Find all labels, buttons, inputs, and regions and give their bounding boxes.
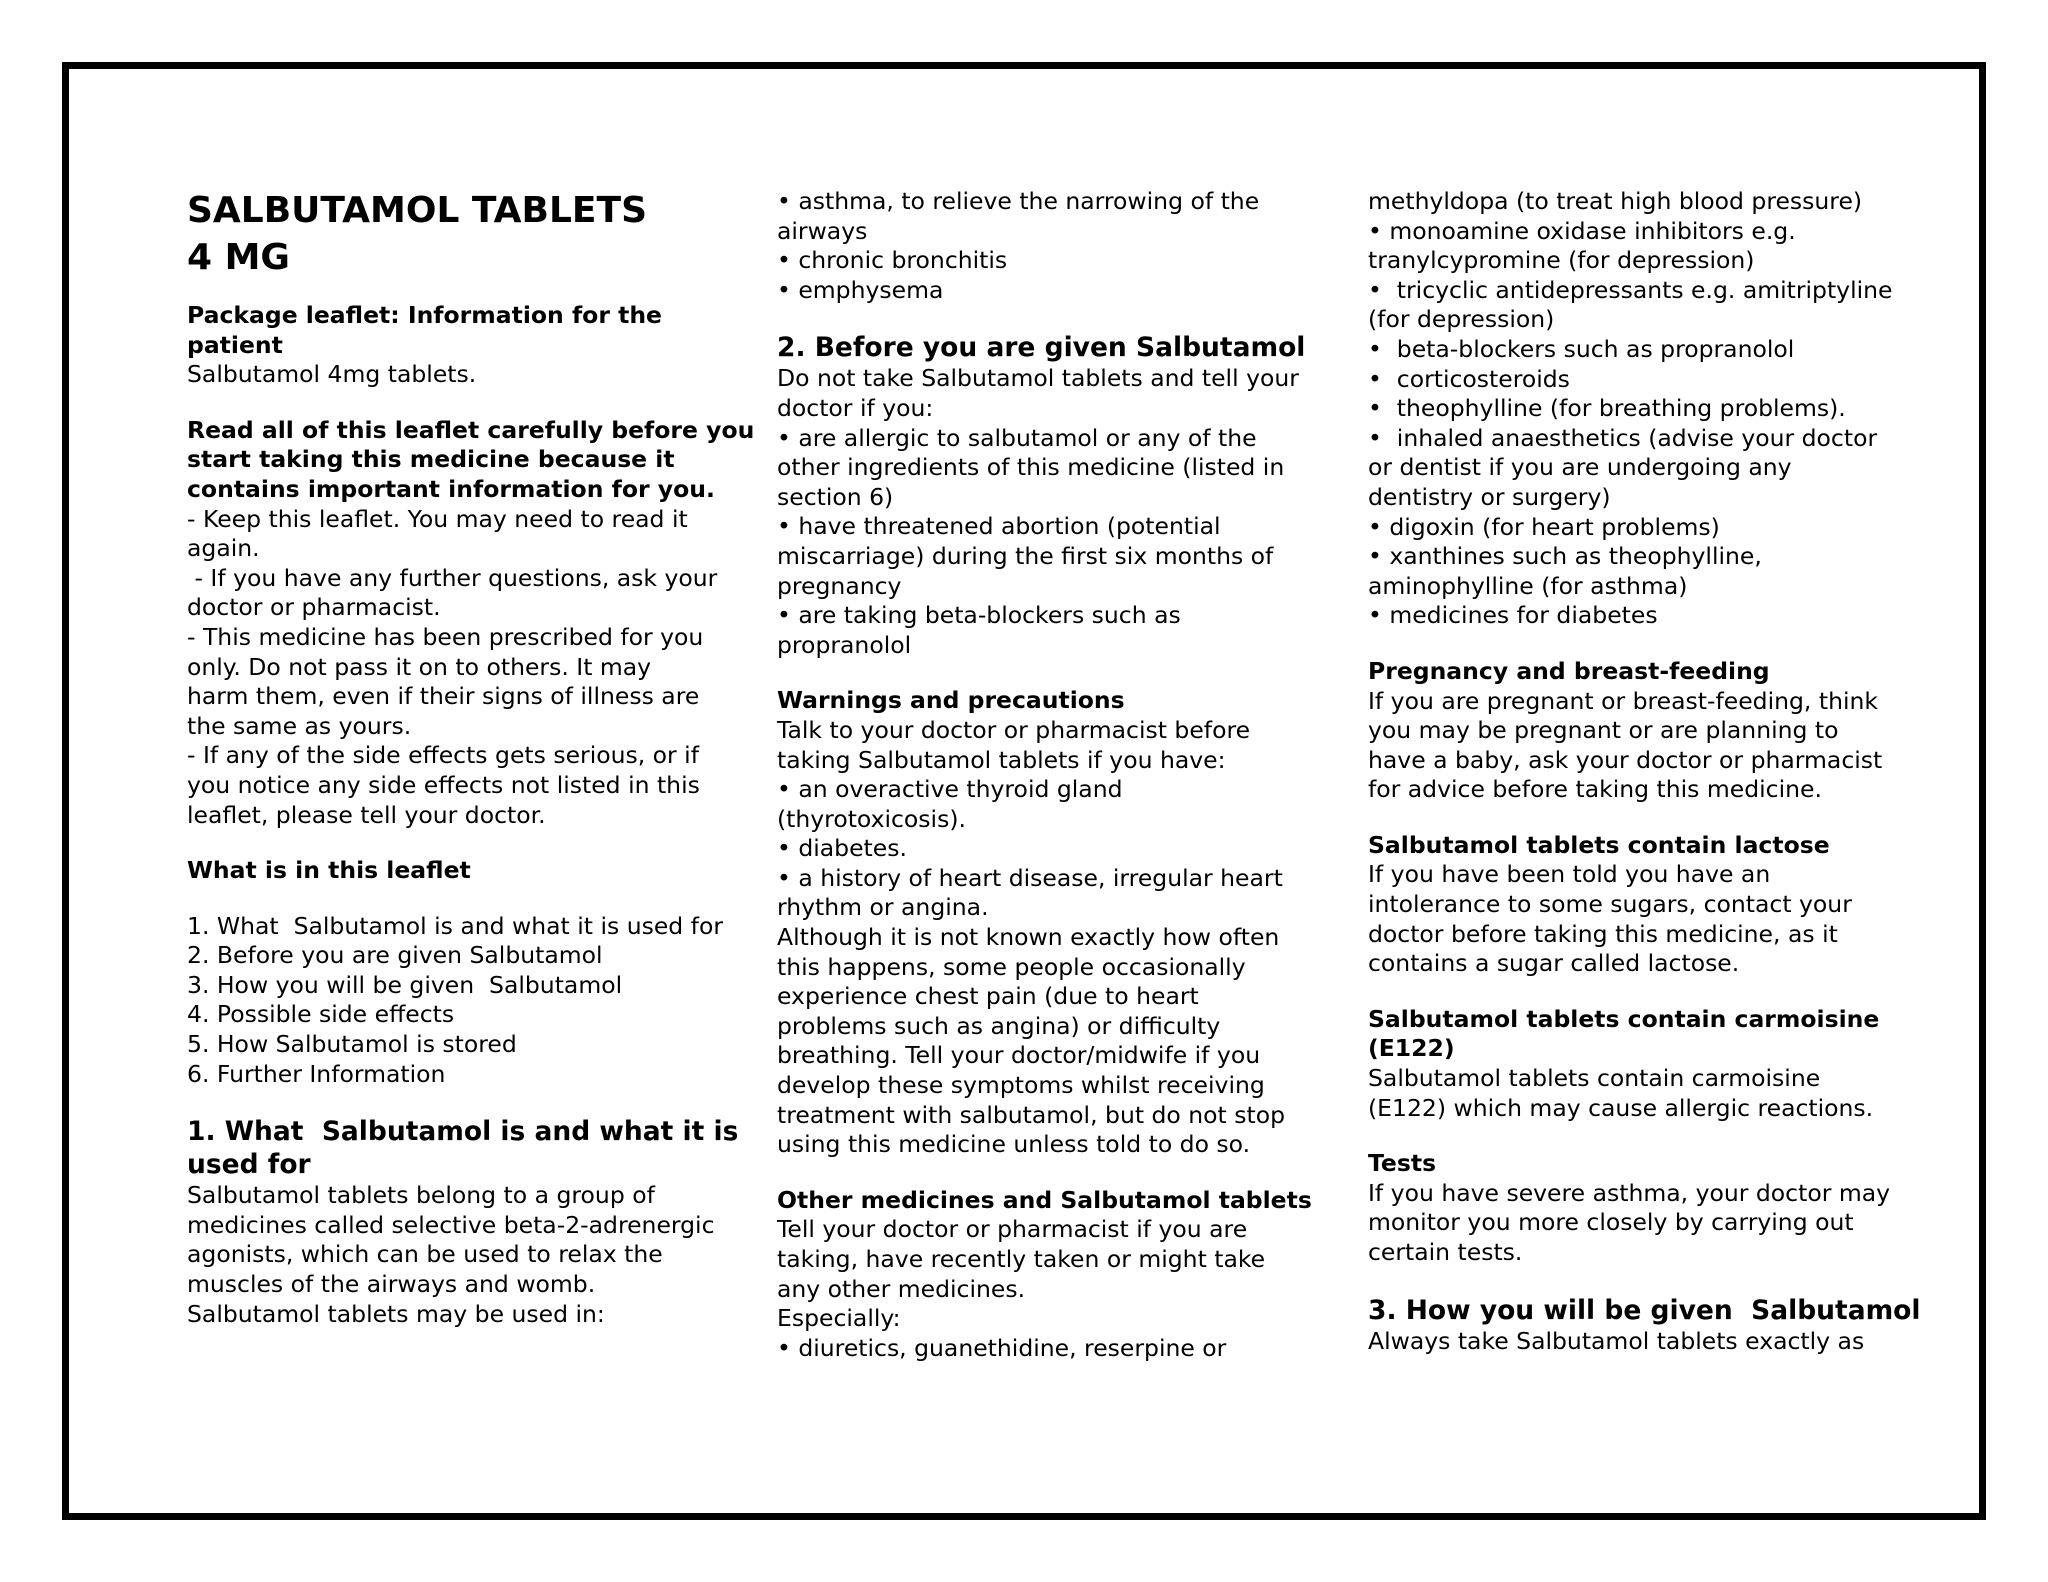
text-line: Other medicines and Salbutamol tablets [777, 1185, 1312, 1214]
text-line: If you have severe asthma, your doctor may [1368, 1178, 1891, 1207]
paragraph [777, 187, 1297, 305]
text-line: leaflet, please tell your doctor. [187, 800, 546, 829]
text-line: - If any of the side effects gets serious, or if [187, 741, 699, 770]
text-line: medicines called selective beta-2-adrenergic [187, 1210, 715, 1239]
text-line: • monoamine oxidase inhibitors e.g. [1368, 216, 1796, 245]
text-line: patient [187, 330, 283, 359]
text-line: Although it is not known exactly how often [777, 923, 1280, 952]
text-line: If you have been told you have an [1368, 860, 1771, 889]
paragraph [1368, 1327, 1888, 1357]
text-line: doctor before taking this medicine, as it [1368, 919, 1838, 948]
spacer [777, 305, 1297, 331]
section-heading [187, 1115, 739, 1181]
document-title [187, 187, 707, 281]
text-line: • theophylline (for breathing problems). [1368, 394, 1846, 423]
section-subheading [777, 686, 1297, 716]
section-subheading [1368, 831, 1888, 861]
paragraph [1368, 1178, 1891, 1268]
text-line: • a history of heart disease, irregular heart [777, 863, 1283, 892]
text-line: - If you have any further questions, ask your [187, 563, 718, 592]
spacer [187, 886, 707, 912]
text-line: Salbutamol tablets contain carmoisine [1368, 1004, 1880, 1033]
spacer [187, 830, 707, 856]
paragraph [777, 364, 1297, 660]
text-line: • corticosteroids [1368, 364, 1570, 393]
spacer [187, 1089, 707, 1115]
text-line: have a baby, ask your doctor or pharmacist [1368, 745, 1883, 774]
text-line: any other medicines. [777, 1274, 1026, 1303]
text-line: airways [777, 216, 868, 245]
text-line: Tell your doctor or pharmacist if you are [777, 1215, 1248, 1244]
text-line: other ingredients of this medicine (listed in [777, 453, 1285, 482]
text-line: for advice before taking this medicine. [1368, 775, 1822, 804]
text-line: or dentist if you are undergoing any [1368, 453, 1792, 482]
text-line: • asthma, to relieve the narrowing of the [777, 187, 1260, 215]
text-line: section 6) [777, 482, 894, 511]
text-line: • digoxin (for heart problems) [1368, 512, 1720, 541]
paragraph [1368, 1064, 1888, 1123]
title-line-1: SALBUTAMOL TABLETS [187, 190, 648, 231]
text-line: • beta-blockers such as propranolol [1368, 334, 1795, 363]
text-line: Salbutamol 4mg tablets. [187, 360, 477, 389]
text-line: Do not take Salbutamol tablets and tell your [777, 364, 1299, 393]
title-line-2: 4 MG [187, 237, 290, 278]
text-line: agonists, which can be used to relax the [187, 1240, 663, 1269]
text-line: - Keep this leaflet. You may need to read it [187, 504, 688, 533]
section-subheading [1368, 1005, 1888, 1064]
text-line: again. [187, 534, 260, 563]
text-line: contains a sugar called lactose. [1368, 949, 1740, 978]
spacer [1368, 1268, 1888, 1294]
text-line: intolerance to some sugars, contact your [1368, 890, 1852, 919]
text-line: Salbutamol tablets belong to a group of [187, 1181, 655, 1210]
section-subheading [1368, 657, 1888, 687]
paragraph [777, 716, 1297, 1160]
text-line: miscarriage) during the first six months of [777, 541, 1274, 570]
text-line: Salbutamol tablets contain carmoisine [1368, 1064, 1821, 1093]
paragraph [187, 911, 723, 1090]
text-line: tranylcypromine (for depression) [1368, 246, 1755, 275]
paragraph [187, 360, 707, 390]
text-line: Read all of this leaflet carefully before you [187, 415, 755, 444]
text-line: using this medicine unless told to do so. [777, 1130, 1251, 1159]
text-line: Tests [1368, 1149, 1437, 1178]
section-subheading [187, 301, 707, 360]
text-line: 4. Possible side effects [187, 1000, 455, 1029]
text-line: 2. Before you are given Salbutamol [777, 332, 1306, 364]
text-line: you notice any side effects not listed in this [187, 770, 700, 799]
column-2 [777, 187, 1312, 1363]
spacer [187, 390, 707, 416]
text-line: this happens, some people occasionally [777, 952, 1246, 981]
text-line: Salbutamol tablets contain lactose [1368, 830, 1830, 859]
text-line: (E122) which may cause allergic reactions. [1368, 1093, 1874, 1122]
text-line: aminophylline (for asthma) [1368, 571, 1688, 600]
spacer [1368, 979, 1888, 1005]
column-3 [1368, 187, 1921, 1356]
text-line: 6. Further Information [187, 1059, 446, 1088]
text-line: • an overactive thyroid gland [777, 775, 1123, 804]
text-line: (for depression) [1368, 305, 1555, 334]
text-line: contains important information for you. [187, 474, 715, 503]
section-subheading [187, 415, 755, 505]
text-line: monitor you more closely by carrying out [1368, 1208, 1854, 1237]
text-line: • diuretics, guanethidine, reserpine or [777, 1333, 1227, 1362]
section-heading [1368, 1294, 1921, 1327]
text-line: taking, have recently taken or might take [777, 1245, 1266, 1273]
text-line: Especially: [777, 1304, 901, 1333]
text-line: • tricyclic antidepressants e.g. amitriptyline [1368, 275, 1893, 304]
text-line: rhythm or angina. [777, 893, 989, 922]
text-line: Package leaflet: Information for the [187, 301, 662, 329]
text-line: the same as yours. [187, 711, 412, 740]
text-line: Talk to your doctor or pharmacist before [777, 715, 1251, 744]
text-line: 1. What Salbutamol is and what it is [187, 1116, 739, 1148]
text-line: If you are pregnant or breast-feeding, think [1368, 686, 1879, 715]
text-line: breathing. Tell your doctor/midwife if you [777, 1041, 1261, 1070]
text-line: What is in this leaflet [187, 856, 471, 885]
paragraph [187, 1181, 715, 1329]
text-line: treatment with salbutamol, but do not stop [777, 1100, 1285, 1129]
column-3-body [1368, 187, 1921, 1356]
paragraph [187, 504, 718, 831]
text-line: • inhaled anaesthetics (advise your doctor [1368, 423, 1878, 452]
text-line: 3. How you will be given Salbutamol [187, 970, 623, 999]
section-subheading [777, 1185, 1312, 1216]
text-line: Warnings and precautions [777, 686, 1125, 715]
text-line: 2. Before you are given Salbutamol [187, 941, 603, 970]
text-line: pregnancy [777, 571, 902, 600]
text-line: Always take Salbutamol tablets exactly as [1368, 1326, 1865, 1355]
spacer [1368, 805, 1888, 831]
spacer [777, 660, 1297, 686]
spacer [1368, 631, 1888, 657]
text-line: • chronic bronchitis [777, 246, 1008, 275]
text-line: you may be pregnant or are planning to [1368, 716, 1839, 745]
text-line: • xanthines such as theophylline, [1368, 542, 1762, 571]
text-line: • medicines for diabetes [1368, 601, 1658, 630]
column-1 [187, 187, 755, 1329]
paragraph [1368, 187, 1893, 631]
text-line: taking Salbutamol tablets if you have: [777, 745, 1226, 774]
text-line: (thyrotoxicosis). [777, 804, 966, 833]
spacer [187, 281, 707, 301]
paragraph [1368, 860, 1888, 978]
column-2-body [777, 187, 1312, 1363]
text-line: only. Do not pass it on to others. It may [187, 652, 652, 681]
text-line: • are allergic to salbutamol or any of the [777, 423, 1257, 452]
text-line: Pregnancy and breast-feeding [1368, 656, 1770, 685]
text-line: • have threatened abortion (potential [777, 512, 1221, 541]
spacer [777, 1160, 1297, 1186]
text-line: propranolol [777, 630, 912, 659]
text-line: doctor or pharmacist. [187, 593, 441, 622]
text-line: • emphysema [777, 275, 944, 304]
paragraph [777, 1215, 1297, 1363]
text-line: experience chest pain (due to heart [777, 982, 1199, 1011]
text-line: muscles of the airways and womb. [187, 1270, 596, 1299]
text-line: • are taking beta-blockers such as [777, 601, 1181, 630]
section-subheading [1368, 1149, 1888, 1179]
text-line: dentistry or surgery) [1368, 482, 1611, 511]
text-line: 5. How Salbutamol is stored [187, 1030, 517, 1059]
paragraph [1368, 687, 1888, 805]
text-line: 3. How you will be given Salbutamol [1368, 1294, 1921, 1326]
section-heading [777, 331, 1306, 364]
text-line: problems such as angina) or difficulty [777, 1011, 1221, 1040]
column-1-body [187, 281, 755, 1329]
text-line: (E122) [1368, 1034, 1455, 1063]
spacer [1368, 1123, 1888, 1149]
text-line: Salbutamol tablets may be used in: [187, 1299, 605, 1328]
text-line: certain tests. [1368, 1238, 1523, 1266]
text-line: harm them, even if their signs of illness are [187, 682, 700, 711]
text-line: doctor if you: [777, 393, 934, 422]
text-line: - This medicine has been prescribed for you [187, 622, 704, 651]
text-line: 1. What Salbutamol is and what it is used for [187, 911, 723, 940]
text-line: • diabetes. [777, 834, 907, 863]
text-line: start taking this medicine because it [187, 445, 675, 474]
text-line: methyldopa (to treat high blood pressure) [1368, 187, 1863, 215]
text-line: develop these symptoms whilst receiving [777, 1071, 1265, 1100]
text-line: used for [187, 1149, 311, 1181]
section-subheading [187, 856, 707, 886]
